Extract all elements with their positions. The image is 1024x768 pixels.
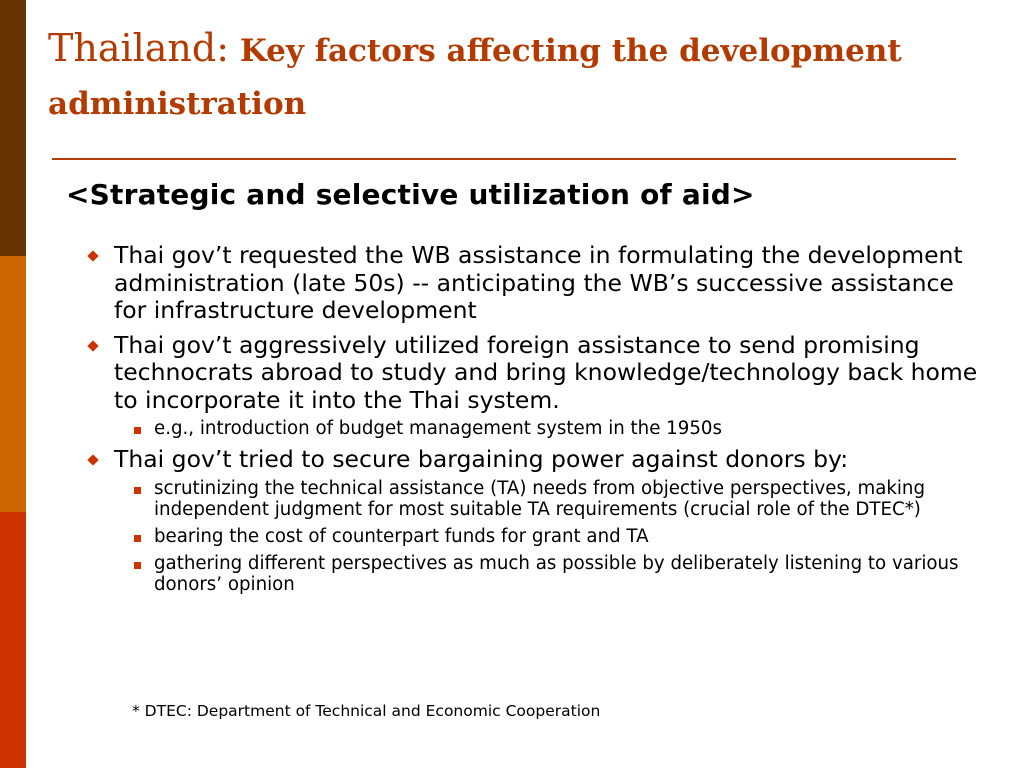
bullet-text: Thai gov’t requested the WB assistance in formulating the development administration (late 50s) -- anticipating the WB’s successive assistance for infrastructure development (114, 241, 963, 324)
diamond-bullet-icon (87, 340, 98, 351)
sub-bullet-text: gathering different perspectives as much as possible by deliberately listening to various donors’ opinion (154, 552, 959, 595)
slide-title (48, 22, 1008, 130)
bullet-list (84, 242, 984, 602)
side-bar-bottom (0, 512, 26, 768)
diamond-bullet-icon (87, 250, 98, 261)
sub-bullet-item (114, 478, 984, 520)
footnote: * DTEC: Department of Technical and Economic Cooperation (132, 702, 601, 720)
sub-bullet-text: scrutinizing the technical assistance (TA) needs from objective perspectives, making independent judgment for most suitable TA requirements (crucial role of the DTEC*) (154, 477, 926, 520)
sub-bullet-item (114, 418, 984, 439)
diamond-bullet-icon (87, 454, 98, 465)
bullet-text: Thai gov’t tried to secure bargaining power against donors by: (114, 445, 849, 473)
bullet-item (84, 446, 984, 595)
sub-bullet-text: bearing the cost of counterpart funds for grant and TA (154, 525, 649, 547)
bullet-item (84, 242, 984, 325)
sub-bullet-text: e.g., introduction of budget management system in the 1950s (154, 418, 722, 439)
sub-bullet-list (114, 418, 984, 439)
sub-bullet-item (114, 526, 984, 547)
slide-title-rest: Key factors affecting the development administration (48, 33, 902, 122)
square-bullet-icon (134, 487, 141, 494)
bullet-text: Thai gov’t aggressively utilized foreign assistance to send promising technocrats abroad to study and bring knowledge/technology back home to incorporate it into the Thai system. (114, 330, 978, 414)
slide-subtitle: <Strategic and selective utilization of aid> (66, 178, 755, 211)
slide-title-lead: Thailand: (48, 26, 230, 70)
side-bar-top (0, 0, 26, 256)
bullet-item (84, 332, 984, 440)
square-bullet-icon (134, 427, 141, 434)
side-bar-middle (0, 256, 26, 512)
square-bullet-icon (134, 535, 141, 542)
square-bullet-icon (134, 562, 141, 569)
sub-bullet-list (114, 478, 984, 595)
title-divider (52, 158, 956, 160)
sub-bullet-item (114, 553, 984, 595)
